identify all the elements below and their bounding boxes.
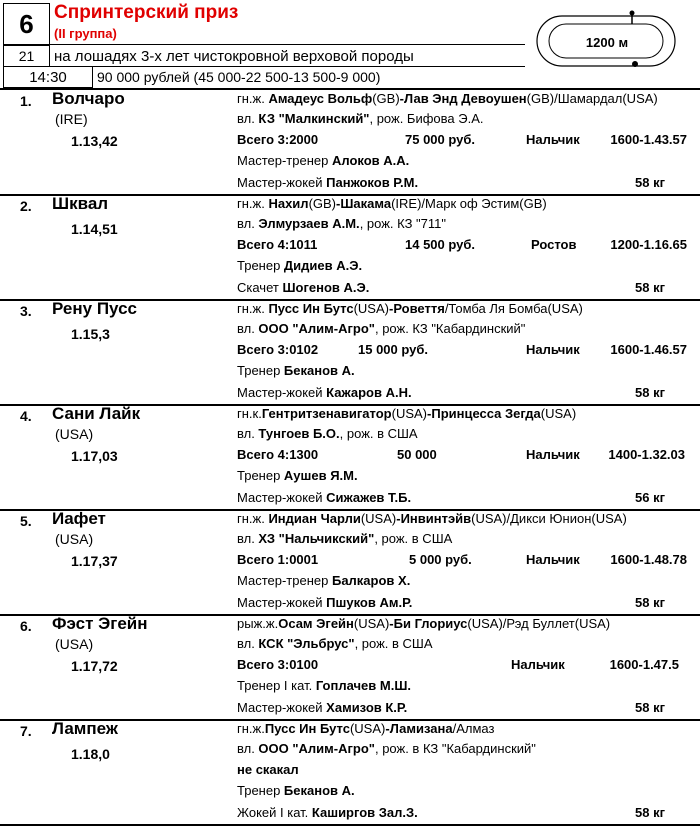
owner-prefix: вл. bbox=[237, 426, 259, 441]
pedigree-line bbox=[237, 406, 576, 421]
earnings: 15 000 руб. bbox=[358, 342, 429, 357]
pedigree-dash: - bbox=[389, 616, 394, 631]
trainer-line bbox=[237, 678, 411, 693]
owner-line bbox=[237, 636, 433, 651]
trainer-name: Балкаров Х. bbox=[331, 573, 411, 588]
entry-number: 7. bbox=[20, 723, 32, 739]
horse-entry bbox=[0, 509, 700, 616]
best-time: 1200-1.16.65 bbox=[610, 237, 687, 252]
owner-suffix: , рож. КЗ "Кабардинский" bbox=[374, 321, 526, 336]
horse-name: Шквал bbox=[52, 194, 109, 213]
horse-time: 1.17,72 bbox=[71, 658, 118, 674]
trainer-role: Тренер bbox=[237, 783, 284, 798]
dam: Ламизана bbox=[389, 721, 453, 736]
earnings: 50 000 bbox=[397, 447, 437, 462]
sire-country: (USA) bbox=[353, 301, 389, 316]
owner-suffix: , рож. Бифова Э.А. bbox=[369, 111, 484, 126]
horse-name: Лампеж bbox=[52, 719, 118, 738]
owner: ООО "Алим-Агро" bbox=[258, 741, 375, 756]
horse-name: Иафет bbox=[52, 509, 106, 528]
race-record: Всего 4:1300 bbox=[237, 447, 319, 462]
jockey-role: Мастер-жокей bbox=[237, 700, 327, 715]
pedigree-line bbox=[237, 301, 583, 316]
jockey-name: Пшуков Ам.Р. bbox=[326, 595, 413, 610]
horse-entry bbox=[0, 194, 700, 301]
owner-prefix: вл. bbox=[237, 321, 259, 336]
horse-entry bbox=[0, 404, 700, 511]
sire-country: (GB) bbox=[308, 196, 337, 211]
weight: 56 кг bbox=[635, 490, 665, 505]
race-header bbox=[0, 0, 700, 88]
owner-line bbox=[237, 426, 418, 441]
pedigree-dash: - bbox=[388, 301, 394, 316]
sire: Пусс Ин Бутс bbox=[264, 721, 350, 736]
horse-time: 1.14,51 bbox=[71, 221, 118, 237]
jockey-role: Мастер-жокей bbox=[237, 175, 327, 190]
trainer-line bbox=[237, 153, 409, 168]
trainer-role: Тренер bbox=[237, 468, 284, 483]
sire-country: (USA) bbox=[349, 721, 386, 736]
pedigree-line bbox=[237, 616, 610, 631]
trainer-name: Беканов А. bbox=[283, 783, 355, 798]
owner: ООО "Алим-Агро" bbox=[258, 321, 375, 336]
owner-prefix: вл. bbox=[237, 531, 259, 546]
horse-country: (USA) bbox=[55, 636, 94, 652]
best-city: Нальчик bbox=[526, 552, 580, 567]
weight: 58 кг bbox=[635, 700, 665, 715]
dam: Би Глориус bbox=[393, 616, 468, 631]
best-city: Нальчик bbox=[526, 342, 580, 357]
jockey-role: Жокей I кат. bbox=[237, 805, 312, 820]
owner: КЗ "Малкинский" bbox=[258, 111, 370, 126]
jockey-line bbox=[237, 280, 369, 295]
entry-number: 4. bbox=[20, 408, 32, 424]
dam-rest: (USA)/Дикси Юнион(USA) bbox=[471, 511, 627, 526]
trainer-line bbox=[237, 573, 410, 588]
jockey-name: Каширгов Зал.З. bbox=[311, 805, 418, 820]
best-time: 1600-1.43.57 bbox=[610, 132, 687, 147]
owner-suffix: , рож. в США bbox=[354, 636, 433, 651]
race-prize: 90 000 рублей (45 000-22 500-13 500-9 000) bbox=[97, 69, 381, 85]
pedigree-prefix: гн.к. bbox=[237, 406, 262, 421]
pedigree-prefix: рыж.ж. bbox=[237, 616, 279, 631]
dam: Инвинтэйв bbox=[400, 511, 472, 526]
jockey-line bbox=[237, 385, 412, 400]
entry-number: 5. bbox=[20, 513, 32, 529]
owner-prefix: вл. bbox=[237, 216, 259, 231]
horse-country: (USA) bbox=[55, 531, 94, 547]
trainer-name: Беканов А. bbox=[283, 363, 355, 378]
trainer-name: Аушев Я.М. bbox=[283, 468, 358, 483]
pedigree-line bbox=[237, 196, 547, 211]
horse-name: Волчаро bbox=[52, 89, 125, 108]
dam: Лав Энд Девоушен bbox=[404, 91, 527, 106]
entry-number: 1. bbox=[20, 93, 32, 109]
sire-country: (USA) bbox=[360, 511, 397, 526]
weight: 58 кг bbox=[635, 805, 665, 820]
trainer-line bbox=[237, 468, 358, 483]
best-time: 1600-1.48.78 bbox=[610, 552, 687, 567]
weight: 58 кг bbox=[635, 385, 665, 400]
earnings: 14 500 руб. bbox=[405, 237, 476, 252]
entry-number: 2. bbox=[20, 198, 32, 214]
sire: Нахил bbox=[268, 196, 309, 211]
jockey-role: Мастер-жокей bbox=[237, 490, 327, 505]
race-record: Всего 1:0001 bbox=[237, 552, 319, 567]
racetrack-icon bbox=[532, 10, 682, 72]
trainer-role: Мастер-тренер bbox=[237, 153, 332, 168]
sire-country: (GB) bbox=[372, 91, 400, 106]
jockey-line bbox=[237, 595, 412, 610]
best-city: Нальчик bbox=[511, 657, 565, 672]
owner-suffix: , рож. в США bbox=[339, 426, 418, 441]
race-conditions: на лошадях 3-х лет чистокровной верховой породы bbox=[54, 48, 414, 65]
sire: Пусс Ин Бутс bbox=[268, 301, 354, 316]
horse-entry bbox=[0, 299, 700, 406]
best-city: Нальчик bbox=[526, 132, 580, 147]
dam-rest: /Томба Ля Бомба(USA) bbox=[444, 301, 583, 316]
owner: Тунгоев Б.О. bbox=[258, 426, 340, 441]
trainer-line bbox=[237, 363, 355, 378]
race-record: Всего 4:1011 bbox=[237, 237, 318, 252]
horse-entry bbox=[0, 89, 700, 196]
jockey-role: Мастер-жокей bbox=[237, 595, 327, 610]
best-city: Ростов bbox=[531, 237, 577, 252]
horse-time: 1.13,42 bbox=[71, 133, 118, 149]
pedigree-line bbox=[237, 511, 627, 526]
sire: Гентритзенавигатор bbox=[261, 406, 392, 421]
owner-prefix: вл. bbox=[237, 741, 259, 756]
race-distance: 1200 м bbox=[585, 35, 629, 50]
race-number: 6 bbox=[3, 3, 50, 45]
best-time: 1400-1.32.03 bbox=[608, 447, 685, 462]
trainer-role: Тренер bbox=[237, 258, 284, 273]
jockey-line bbox=[237, 805, 418, 820]
horse-entry bbox=[0, 719, 700, 826]
pedigree-line bbox=[237, 91, 658, 106]
pedigree-prefix: гн.ж. bbox=[237, 511, 269, 526]
dam-rest: (IRE)/Марк оф Эстим(GB) bbox=[391, 196, 547, 211]
earnings: 5 000 руб. bbox=[409, 552, 472, 567]
entry-number: 6. bbox=[20, 618, 32, 634]
horse-name: Рену Пусс bbox=[52, 299, 137, 318]
earnings: 75 000 руб. bbox=[405, 132, 476, 147]
jockey-line bbox=[237, 700, 407, 715]
horse-name: Сани Лайк bbox=[52, 404, 141, 423]
horse-name: Фэст Эгейн bbox=[52, 614, 148, 633]
race-record: Всего 3:2000 bbox=[237, 132, 319, 147]
jockey-name: Хамизов К.Р. bbox=[326, 700, 408, 715]
pedigree-line bbox=[237, 721, 494, 736]
jockey-role: Мастер-жокей bbox=[237, 385, 327, 400]
dam-rest: (GB)/Шамардал(USA) bbox=[526, 91, 658, 106]
dam-rest: /Алмаз bbox=[452, 721, 495, 736]
race-record: не скакал bbox=[237, 762, 299, 777]
horse-time: 1.18,0 bbox=[71, 746, 110, 762]
best-city: Нальчик bbox=[526, 447, 580, 462]
sire: Осам Эгейн bbox=[278, 616, 354, 631]
header-divider bbox=[50, 66, 525, 67]
pedigree-prefix: гн.ж. bbox=[237, 301, 269, 316]
race-time: 14:30 bbox=[3, 66, 93, 88]
dam: Ровеття bbox=[393, 301, 445, 316]
owner: КСК "Эльбрус" bbox=[258, 636, 355, 651]
sire-country: (USA) bbox=[353, 616, 390, 631]
trainer-name: Дидиев А.Э. bbox=[283, 258, 363, 273]
horse-country: (USA) bbox=[55, 426, 94, 442]
horse-entry bbox=[0, 614, 700, 721]
jockey-role: Скачет bbox=[237, 280, 283, 295]
horse-country: (IRE) bbox=[55, 111, 88, 127]
owner-line bbox=[237, 531, 452, 546]
pedigree-dash: - bbox=[427, 406, 432, 421]
pedigree-prefix: гн.ж. bbox=[237, 196, 269, 211]
owner-line bbox=[237, 741, 536, 756]
owner-suffix: , рож. в США bbox=[374, 531, 453, 546]
owner-suffix: , рож. в КЗ "Кабардинский" bbox=[374, 741, 536, 756]
trainer-line bbox=[237, 258, 362, 273]
dam-rest: (USA) bbox=[540, 406, 577, 421]
weight: 58 кг bbox=[635, 280, 665, 295]
dam-rest: (USA)/Рэд Буллет(USA) bbox=[467, 616, 611, 631]
horse-time: 1.17,03 bbox=[71, 448, 118, 464]
owner-suffix: , рож. КЗ "711" bbox=[359, 216, 446, 231]
race-group: (II группа) bbox=[54, 26, 117, 41]
owner-line bbox=[237, 321, 525, 336]
jockey-name: Кажаров А.Н. bbox=[326, 385, 412, 400]
header-divider bbox=[50, 44, 525, 45]
race-title: Спринтерский приз bbox=[54, 2, 239, 23]
best-time: 1600-1.47.5 bbox=[609, 657, 679, 672]
pedigree-prefix: гн.ж. bbox=[237, 721, 265, 736]
sire: Индиан Чарли bbox=[268, 511, 361, 526]
dam: Принцесса Зегда bbox=[431, 406, 541, 421]
owner: Элмурзаев А.М. bbox=[258, 216, 360, 231]
trainer-name: Гоплачев М.Ш. bbox=[315, 678, 411, 693]
pedigree-dash: - bbox=[399, 91, 405, 106]
trainer-role: Тренер bbox=[237, 363, 284, 378]
owner-line bbox=[237, 111, 484, 126]
owner-line bbox=[237, 216, 446, 231]
trainer-line bbox=[237, 783, 355, 798]
jockey-name: Панжоков Р.М. bbox=[326, 175, 419, 190]
weight: 58 кг bbox=[635, 175, 665, 190]
jockey-line bbox=[237, 175, 418, 190]
weight: 58 кг bbox=[635, 595, 665, 610]
entry-number: 3. bbox=[20, 303, 32, 319]
race-record: Всего 3:0100 bbox=[237, 657, 319, 672]
pedigree-prefix: гн.ж. bbox=[237, 91, 269, 106]
pedigree-dash: - bbox=[385, 721, 390, 736]
horse-time: 1.15,3 bbox=[71, 326, 110, 342]
trainer-name: Алоков А.А. bbox=[331, 153, 410, 168]
race-index: 21 bbox=[3, 45, 50, 67]
owner-prefix: вл. bbox=[237, 111, 259, 126]
pedigree-dash: - bbox=[396, 511, 401, 526]
sire: Амадеус Вольф bbox=[268, 91, 373, 106]
sire-country: (USA) bbox=[391, 406, 427, 421]
race-record: Всего 3:0102 bbox=[237, 342, 319, 357]
trainer-role: Мастер-тренер bbox=[237, 573, 332, 588]
best-time: 1600-1.46.57 bbox=[610, 342, 687, 357]
horse-time: 1.17,37 bbox=[71, 553, 118, 569]
owner: ХЗ "Нальчикский" bbox=[258, 531, 375, 546]
trainer-role: Тренер I кат. bbox=[237, 678, 316, 693]
jockey-line bbox=[237, 490, 411, 505]
dam: Шакама bbox=[340, 196, 392, 211]
pedigree-dash: - bbox=[336, 196, 341, 211]
jockey-name: Шогенов А.Э. bbox=[282, 280, 370, 295]
jockey-name: Сижажев Т.Б. bbox=[326, 490, 412, 505]
owner-prefix: вл. bbox=[237, 636, 259, 651]
